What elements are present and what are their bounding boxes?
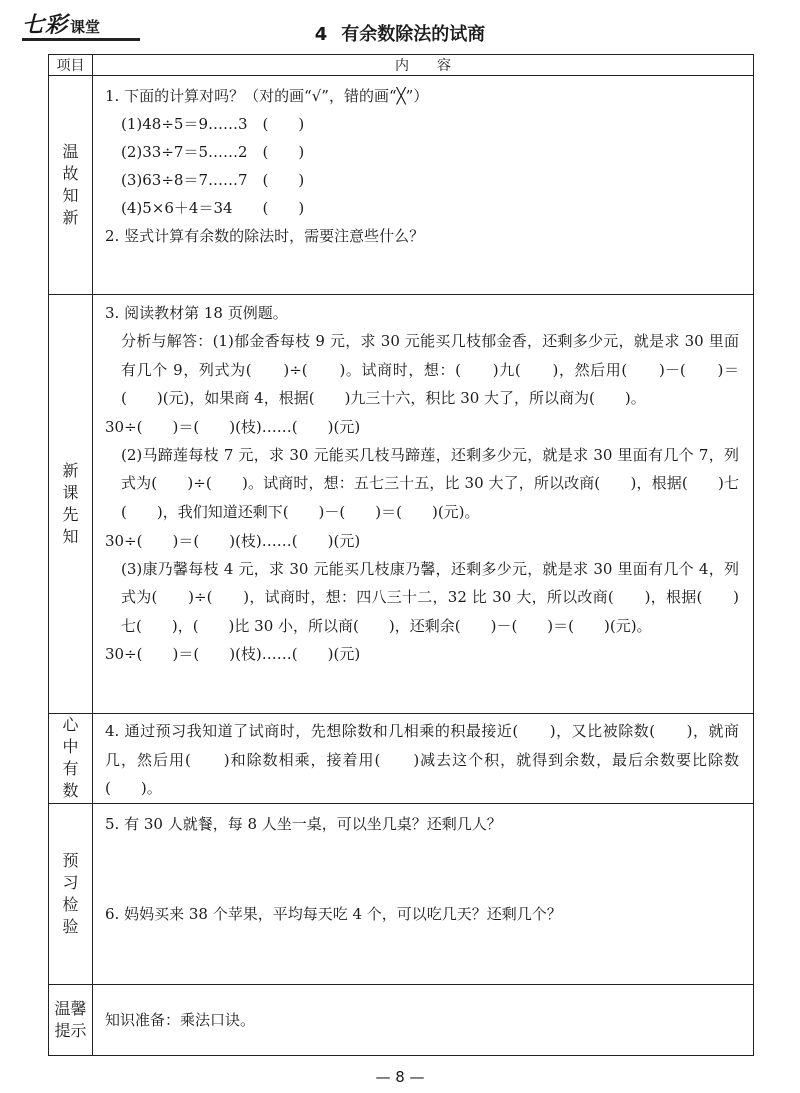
section-summary [49, 714, 754, 804]
q1-item: (2)33÷7＝5……2 ( ) [121, 143, 305, 161]
page-title [0, 20, 800, 46]
lesson-number: 4 [314, 24, 328, 45]
section-label-review: 温 故 知 新 [49, 76, 93, 295]
column-header-item: 项目 [49, 55, 93, 76]
question-5: 5. 有 30 人就餐，每 8 人坐一桌，可以坐几桌？还剩几人？ [105, 814, 502, 833]
q1-item: (3)63÷8＝7……7 ( ) [121, 171, 305, 189]
q1-item: (4)5×6＋4＝34 ( ) [121, 199, 305, 217]
section-review [49, 76, 754, 295]
equation-2: 30÷( )＝( )(枝)……( )(元) [105, 531, 361, 550]
section-label-preview: 新 课 先 知 [49, 295, 93, 714]
question-1: 1. 下面的计算对吗？（对的画“√”，错的画“╳”） [105, 87, 429, 105]
section-label-tips: 温馨 提示 [49, 984, 93, 1055]
worksheet-table [48, 54, 754, 1056]
table-header-row [49, 55, 754, 76]
question-6: 6. 妈妈买来 38 个苹果，平均每天吃 4 个，可以吃几天？还剩几个？ [105, 904, 562, 923]
brand-name: 七彩 [22, 12, 69, 38]
section-label-summary: 心 中 有 数 [49, 714, 93, 804]
analysis-part-3: (3)康乃馨每枝 4 元，求 30 元能买几枝康乃馨，还剩多少元，就是求 30 里面有几个 4，列式为( )÷( )，试商时，想：四八三十二，32 比 30 大，所以改商( )，根据( )七( )，( )比 30 小，所以商( )，还剩余( )－( )＝( )(元)。 [121, 559, 739, 635]
section-preview [49, 295, 754, 714]
equation-1: 30÷( )＝( )(枝)……( )(元) [105, 417, 361, 436]
question-2: 2. 竖式计算有余数的除法时，需要注意些什么？ [105, 227, 425, 245]
tips-text: 知识准备：乘法口诀。 [105, 1010, 256, 1029]
section-content-tips [93, 984, 754, 1055]
equation-3: 30÷( )＝( )(枝)……( )(元) [105, 645, 361, 664]
brand-sub: 课堂 [70, 18, 101, 36]
section-label-check: 预 习 检 验 [49, 803, 93, 984]
section-content-preview [93, 295, 754, 714]
page-number: — 8 — [375, 1068, 425, 1086]
section-content-review [93, 76, 754, 295]
analysis-part-2: (2)马蹄莲每枝 7 元，求 30 元能买几枝马蹄莲，还剩多少元，就是求 30 里面有几个 7，列式为( )÷( )。试商时，想：五七三十五，比 30 大了，所以改商( )，根据( )七( )，我们知道还剩下( )－( )＝( )(元)。 [121, 445, 739, 521]
question-3-title: 3. 阅读教材第 18 页例题。 [105, 304, 288, 322]
q1-item: (1)48÷5＝9……3 ( ) [121, 115, 305, 133]
section-tips [49, 984, 754, 1055]
question-4: 4. 通过预习我知道了试商时，先想除数和几相乘的积最接近( )，又比被除数( )，就商几，然后用( )和除数相乘，接着用( )减去这个积，就得到余数，最后余数要比除数( )。 [105, 722, 739, 798]
column-header-content: 内 容 [93, 55, 754, 76]
section-content-summary [93, 714, 754, 804]
section-content-check [93, 803, 754, 984]
section-check [49, 803, 754, 984]
analysis-part-1: 分析与解答：(1)郁金香每枝 9 元，求 30 元能买几枝郁金香，还剩多少元，就是求 30 里面有几个 9，列式为( )÷( )。试商时，想：( )九( )，然后用( )－( )＝( )(元)，如果商 4，根据( )九三十六，积比 30 大了，所以商为( )。 [121, 332, 739, 408]
lesson-title: 有余数除法的试商 [341, 24, 486, 45]
